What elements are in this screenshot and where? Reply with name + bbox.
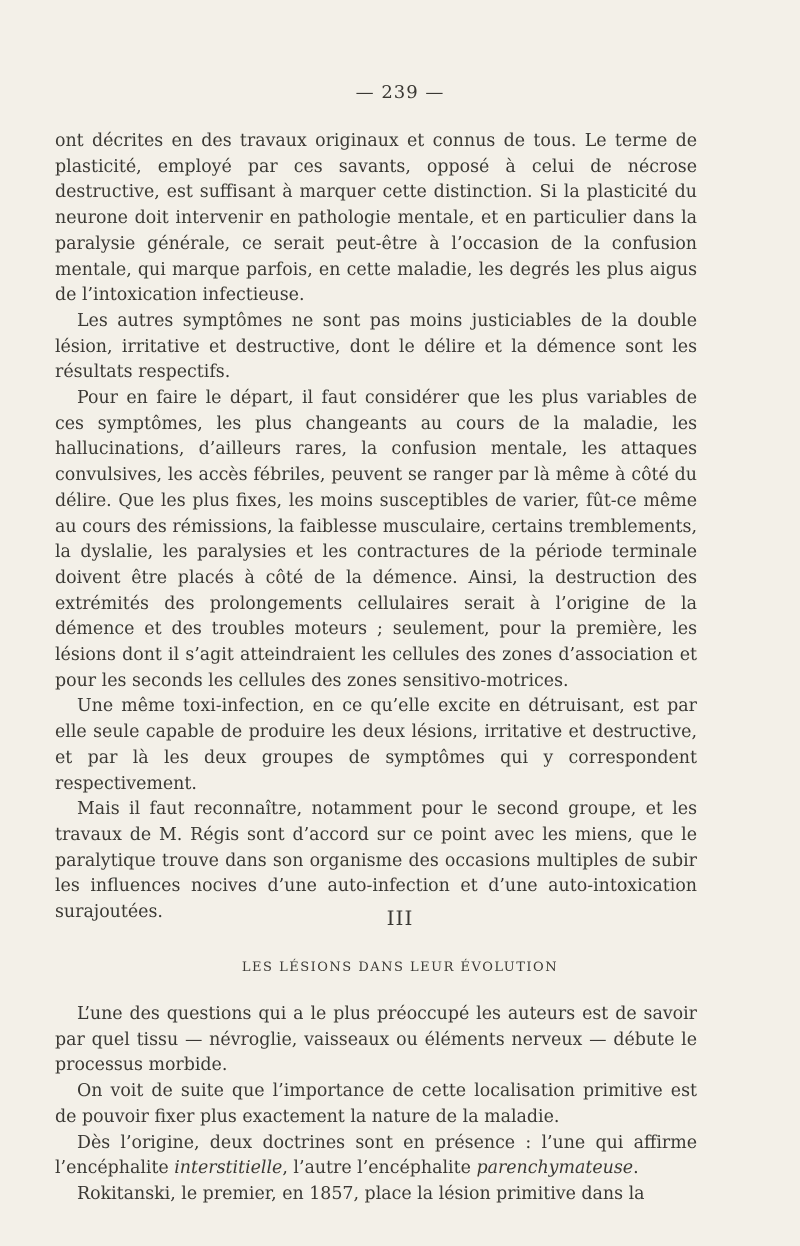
text-run: . xyxy=(633,1158,639,1179)
section-title: LES LÉSIONS DANS LEUR ÉVOLUTION xyxy=(241,960,559,975)
paragraph: Mais il faut reconnaître, notamment pour le second groupe, et les travaux de M. Régis sont d’accord sur ce point avec les miens, que le paralytique trouve dans son organisme des occasions multiples de subir les influences nocives d’une auto-infection et d’une auto-intoxication surajoutées. xyxy=(55,799,697,923)
section-numeral: III xyxy=(386,906,414,930)
paragraph: Une même toxi-infection, en ce qu’elle excite en détruisant, est par elle seule capable de produire les deux lésions, irritative et destructive, et par là les deux groupes de symptômes qui y correspondent respectivement. xyxy=(55,696,697,794)
paragraph xyxy=(55,1131,697,1182)
paragraph: ont décrites en des travaux originaux et connus de tous. Le terme de plasticité, employé par ces savants, opposé à celui de nécrose destructive, est suffisant à marquer cette distinction. Si la plasticité du neurone doit intervenir en pathologie mentale, et en particulier dans la paralysie générale, ce serait peut-être à l’occasion de la confusion mentale, qui marque parfois, en cette maladie, les degrés les plus aigus de l’intoxication infectieuse. xyxy=(55,131,697,306)
paragraph: Pour en faire le départ, il faut considérer que les plus variables de ces symptômes, les plus changeants au cours de la maladie, les hallucinations, d’ailleurs rares, la confusion mentale, les attaques convulsives, les accès fébriles, peuvent se ranger par là même à côté du délire. Que les plus fixes, les moins susceptibles de varier, fût-ce même au cours des rémissions, la faiblesse musculaire, certains tremblements, la dyslalie, les paralysies et les contractures de la période terminale doivent être placés à côté de la démence. Ainsi, la destruction des extrémités des prolongements cellulaires serait à l’origine de la démence et des troubles moteurs ; seulement, pour la première, les lésions dont il s’agit atteindraient les cellules des zones d’association et pour les seconds les cellules des zones sensitivo-motrices. xyxy=(55,388,697,691)
text-run: Dès l’origine, deux doctrines sont en présence : l’une qui affirme l’encéphalite xyxy=(55,1132,697,1179)
paragraph: L’une des questions qui a le plus préoccupé les auteurs est de savoir par quel tissu — névroglie, vaisseaux ou éléments nerveux — débute le processus morbide. xyxy=(55,1004,697,1076)
paragraph: Les autres symptômes ne sont pas moins justiciables de la double lésion, irritative et destructive, dont le délire et la démence sont les résultats respectifs. xyxy=(55,310,697,383)
page-number: — 239 — xyxy=(355,82,445,103)
section-one-text xyxy=(55,129,697,926)
section-two-text xyxy=(55,1002,697,1208)
italic-term: parenchymateuse xyxy=(476,1158,634,1179)
paragraph: On voit de suite que l’importance de cette localisation primitive est de pouvoir fixer plus exactement la nature de la maladie. xyxy=(55,1081,697,1127)
text-run: , l’autre l’encéphalite xyxy=(282,1158,477,1179)
italic-term: interstitielle xyxy=(174,1158,283,1179)
paragraph: Rokitanski, le premier, en 1857, place la lésion primitive dans la xyxy=(77,1183,645,1204)
